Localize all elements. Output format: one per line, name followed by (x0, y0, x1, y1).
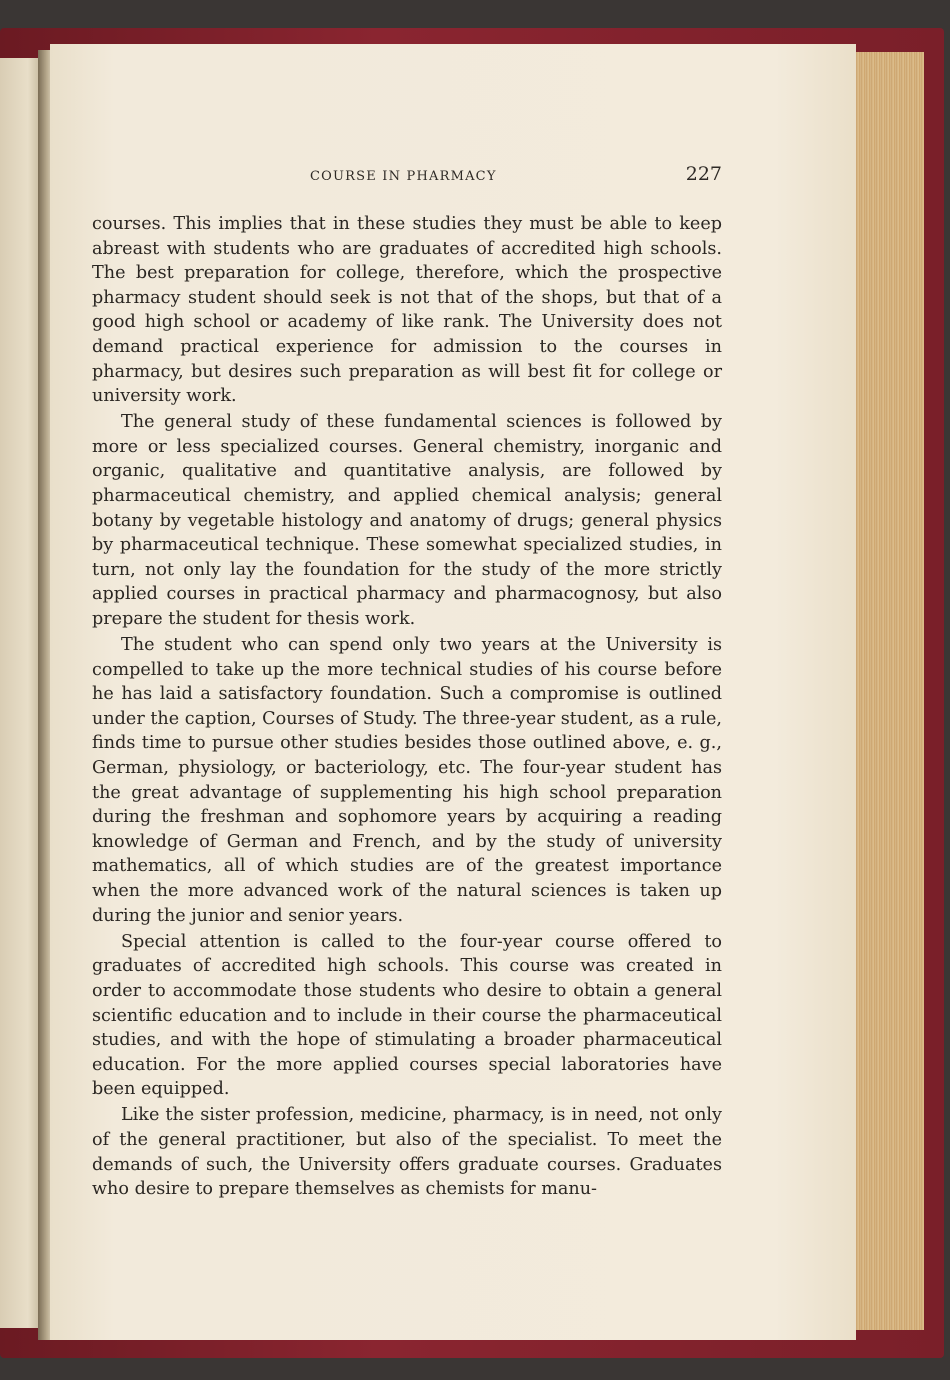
page-number: 227 (685, 163, 722, 185)
paragraph: The general study of these fundamental sciences is followed by more or less specialized courses. General chemistry, inorganic and organic, qualitative and quantitative analysis, are followed by pharmaceutical chemistry, and applied chemical analysis; general botany by vegetable histology and anatomy of drugs; general physics by pharmaceutical technique. These somewhat specialized studies, in turn, not only lay the foundation for the study of the more strictly applied courses in practical pharmacy and pharmacognosy, but also prepare the student for thesis work. (92, 412, 722, 629)
paragraph: Like the sister profession, medicine, pharmacy, is in need, not only of the general practitioner, but also of the specialist. To meet the demands of such, the University offers graduate courses. Graduates who desire to prepare themselves as chemists for manu- (92, 1105, 722, 1200)
running-head: COURSE IN PHARMACY (310, 169, 497, 184)
page-header (92, 163, 722, 191)
paragraph: courses. This implies that in these studies they must be able to keep abreast with students who are graduates of accredited high schools. The best preparation for college, therefore, which the prospective pharmacy student should seek is not that of the shops, but that of a good high school or academy of like rank. The University does not demand practical experience for admission to the courses in pharmacy, but desires such preparation as will best fit for college or university work. (92, 214, 722, 407)
paragraph: Special attention is called to the four-year course offered to graduates of accredited high schools. This course was created in order to accommodate those students who desire to obtain a general scientific education and to include in their course the pharmaceutical studies, and with the hope of stimulating a broader pharmaceutical education. For the more applied courses special laboratories have been equipped. (92, 931, 722, 1100)
body-text (92, 212, 722, 1202)
paragraph: The student who can spend only two years at the University is compelled to take up the more technical studies of his course before he has laid a satisfactory foundation. Such a compromise is outlined under the caption, Courses of Study. The three-year student, as a rule, finds time to pursue other studies besides those outlined above, e. g., German, physiology, or bacteriology, etc. The four-year student has the great advantage of supplementing his high school preparation during the freshman and sophomore years by acquiring a reading knowledge of German and French, and by the study of university mathematics, all of which studies are of the greatest importance when the more advanced work of the natural sciences is taken up during the junior and senior years. (92, 635, 722, 926)
page-block-edges (848, 52, 924, 1330)
facing-page-edge (0, 58, 40, 1328)
